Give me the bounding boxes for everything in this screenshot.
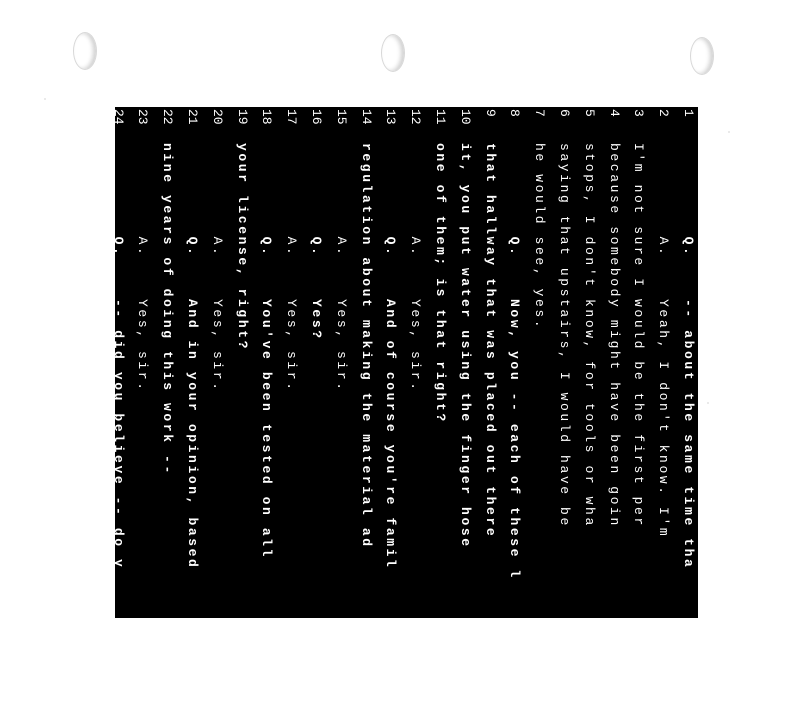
line-text: A. Yes, sir. [284,143,300,393]
line-number: 8 [507,109,523,117]
paper-speck [44,98,46,100]
line-number: 15 [333,109,349,125]
line-text: A. Yes, sir. [333,143,349,393]
line-number: 22 [160,109,176,125]
line-number: 7 [532,109,548,117]
line-text: it, you put water using the finger hose [457,143,473,549]
line-text: Q. Yes? [309,143,324,341]
line-number: 13 [383,109,399,125]
binder-hole-left [73,32,97,70]
line-text: Q. And in your opinion, based [185,143,200,570]
line-text: A. Yeah, I don't know. I'm [656,143,672,539]
line-text: saying that upstairs, I would have be [557,143,572,528]
line-number: 2 [656,109,672,117]
line-number: 14 [358,109,374,125]
line-number: 9 [482,109,498,117]
line-number: 19 [234,109,250,125]
paper-speck [728,131,730,133]
line-text: stops, I don't know, for tools or wha [581,143,597,528]
line-text: Q. You've been tested on all [259,143,275,560]
transcript-rotated-body [110,107,698,707]
line-text: because somebody might have been goin [606,143,622,528]
line-text: he would see, yes. [532,143,548,331]
line-text: that hallway that was placed out there [482,143,498,539]
line-text: A. Yes, sir. [209,143,225,393]
line-number: 4 [606,109,622,117]
line-number: 17 [284,109,300,125]
line-text: I'm not sure I would be the first per [631,143,647,528]
binder-hole-center [381,34,405,72]
line-number: 23 [135,109,151,125]
line-text: Q. -- about the same time tha [681,143,696,570]
line-number: 10 [457,109,473,125]
transcript-page [110,107,698,618]
line-text: your license, right? [234,143,250,352]
line-number: 16 [309,109,324,125]
line-number: 3 [631,109,647,117]
line-text: one of them; is that right? [433,143,448,424]
line-number: 21 [185,109,200,125]
line-text: regulation about making the material ad [358,143,374,549]
paper-speck [707,402,709,404]
binder-hole-right [690,37,714,75]
line-number: 5 [581,109,597,117]
line-number: 1 [681,109,696,117]
line-number: 11 [433,109,448,125]
line-number: 6 [557,109,572,117]
line-number: 18 [259,109,275,125]
line-text: A. Yes, sir. [135,143,151,393]
line-text: Q. And of course you're famil [383,143,399,570]
line-number: 20 [209,109,225,125]
line-text: Q. Now, you -- each of these l [507,143,523,580]
line-text: Q. -- did you believe -- do y [110,143,126,570]
line-text: A. Yes, sir. [408,143,424,393]
line-text: nine years of doing this work -- [160,143,176,476]
line-number: 12 [408,109,424,125]
line-number: 24 [110,109,126,125]
